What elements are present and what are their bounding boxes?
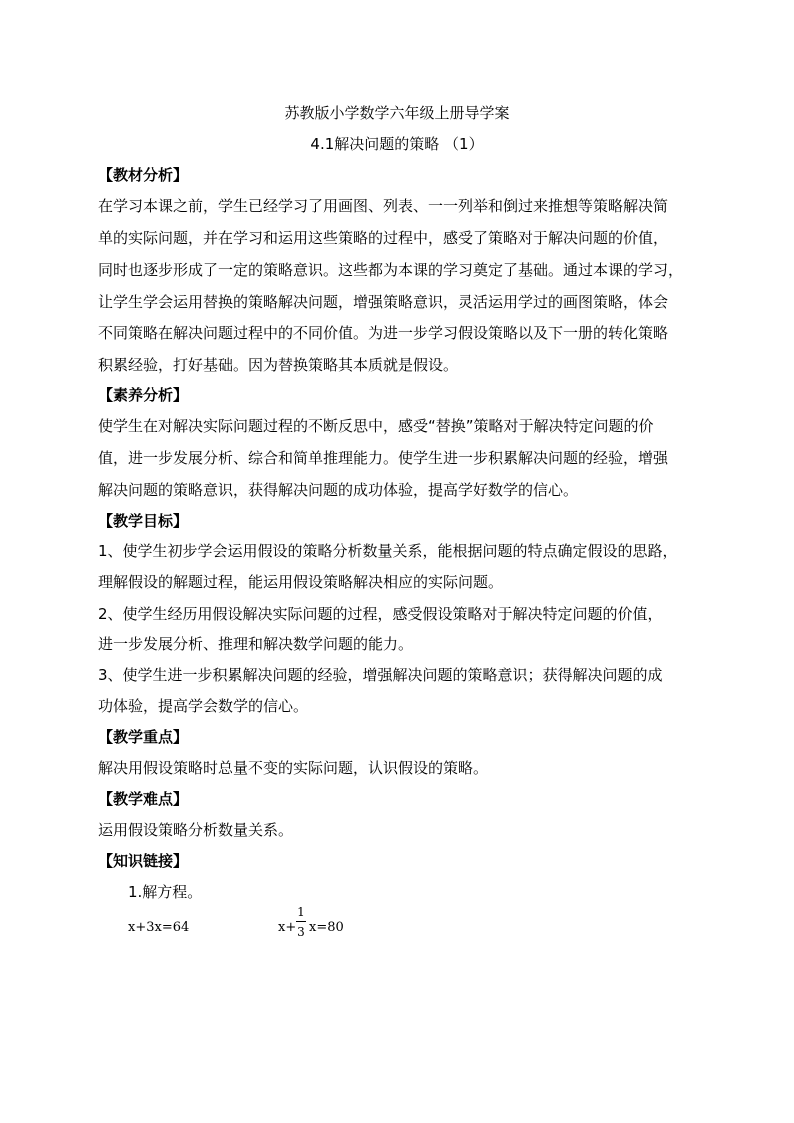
section-heading-textbook-analysis: 【教材分析】 [98,166,189,184]
goal-line: 2、使学生经历用假设解决实际问题的过程，感受假设策略对于解决特定问题的价值， [98,605,663,623]
page-title: 苏教版小学数学六年级上册导学案 [284,104,510,122]
paragraph-line: 运用假设策略分析数量关系。 [98,821,294,839]
fraction-numerator: 1 [297,905,305,919]
goal-line: 进一步发展分析、推理和解决数学问题的能力。 [98,635,414,653]
lesson-subtitle: 4.1解决问题的策略 （1） [310,135,484,153]
section-heading-key-points: 【教学重点】 [98,728,189,746]
section-heading-literacy-analysis: 【素养分析】 [98,386,189,404]
paragraph-line: 同时也逐步形成了一定的策略意识。这些都为本课的学习奠定了基础。通过本课的学习， [98,261,684,279]
fraction-denominator: 3 [297,925,305,939]
paragraph-line: 积累经验，打好基础。因为替换策略其本质就是假设。 [98,356,459,374]
paragraph-line: 不同策略在解决问题过程中的不同价值。为进一步学习假设策略以及下一册的转化策略 [98,324,669,342]
goal-line: 功体验，提高学会数学的信心。 [98,697,309,715]
paragraph-line: 解决用假设策略时总量不变的实际问题，认识假设的策略。 [98,759,489,777]
paragraph-line: 使学生在对解决实际问题过程的不断反思中，感受“替换”策略对于解决特定问题的价 [98,417,654,435]
equation-2-prefix: x+ [278,920,297,935]
equation-1: x+3x=64 [128,920,190,935]
exercise-label: 1.解方程。 [128,883,203,901]
goal-line: 3、使学生进一步积累解决问题的经验，增强解决问题的策略意识；获得解决问题的成 [98,666,663,684]
paragraph-line: 单的实际问题，并在学习和运用这些策略的过程中，感受了策略对于解决问题的价值， [98,229,669,247]
section-heading-teaching-goals: 【教学目标】 [98,512,189,530]
paragraph-line: 解决问题的策略意识，获得解决问题的成功体验，提高学好数学的信心。 [98,481,579,499]
section-heading-knowledge-link: 【知识链接】 [98,852,189,870]
goal-line: 理解假设的解题过程，能运用假设策略解决相应的实际问题。 [98,573,504,591]
section-heading-difficulties: 【教学难点】 [98,790,189,808]
paragraph-line: 让学生学会运用替换的策略解决问题，增强策略意识，灵活运用学过的画图策略，体会 [98,293,669,311]
fraction-bar [296,921,306,922]
paragraph-line: 在学习本课之前，学生已经学习了用画图、列表、一一列举和倒过来推想等策略解决简 [98,197,669,215]
equation-2-suffix: x=80 [309,920,344,935]
goal-line: 1、使学生初步学会运用假设的策略分析数量关系，能根据问题的特点确定假设的思路， [98,542,678,560]
paragraph-line: 值，进一步发展分析、综合和简单推理能力。使学生进一步积累解决问题的经验，增强 [98,449,669,467]
